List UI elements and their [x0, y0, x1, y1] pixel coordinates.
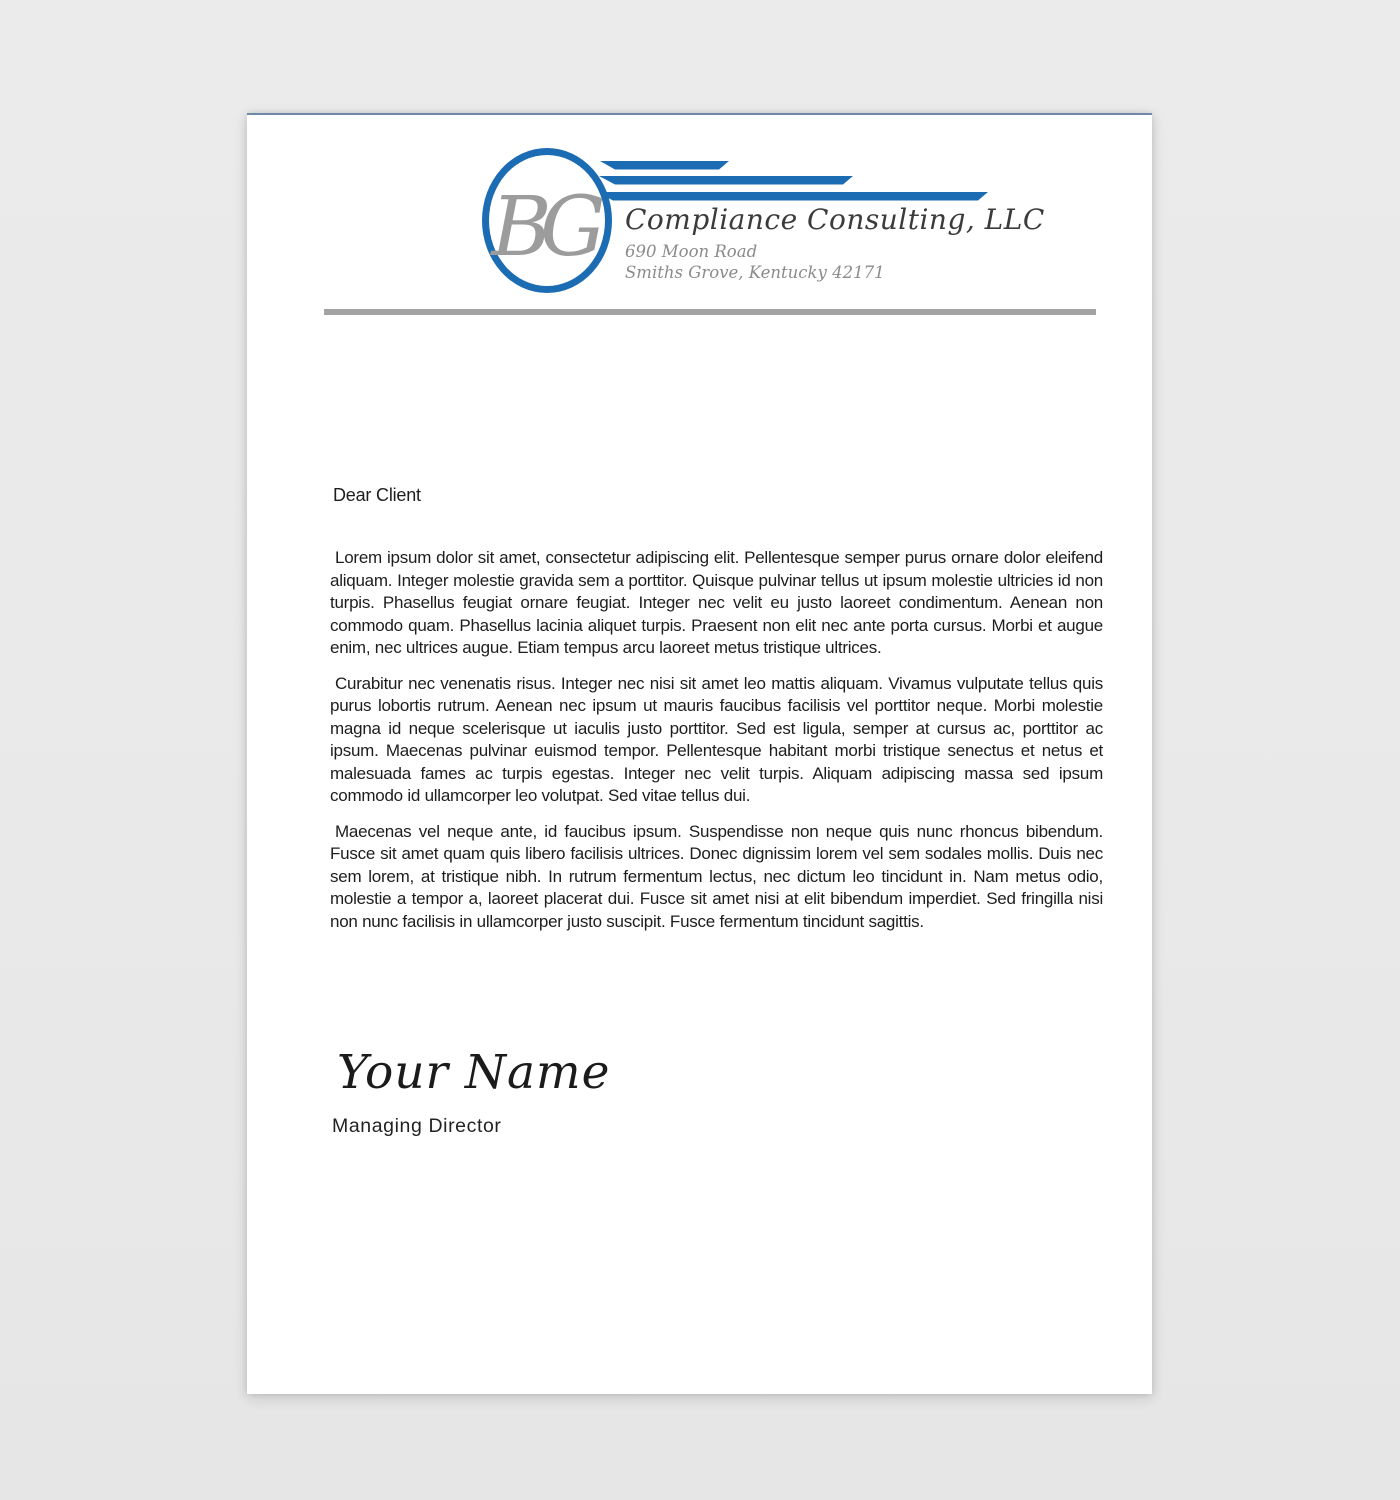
- logo-circle-icon: [482, 148, 612, 293]
- letter-body: [330, 547, 1103, 946]
- address-line-2: Smiths Grove, Kentucky 42171: [625, 263, 885, 282]
- paragraph-2: Curabitur nec venenatis risus. Integer nec nisi sit amet leo mattis aliquam. Vivamus vulputate tellus quis purus lobortis rutrum. Aenean nec ipsum ut mauris faucibus facilisis vel porttitor neque. Morbi molestie magna id neque scelerisque ut iaculis justo porttitor. Sed est ligula, semper at cursus ac, porttitor ac ipsum. Maecenas pulvinar euismod tempor. Pellentesque habitant morbi tristique senectus et netus et malesuada fames ac turpis egestas. Integer nec velit turpis. Aliquam adipiscing massa sed ipsum commodo id ullamcorper leo volutpat. Sed vitae tellus dui.: [330, 673, 1103, 805]
- paragraph-3: Maecenas vel neque ante, id faucibus ipsum. Suspendisse non neque quis nunc rhoncus bibendum. Fusce sit amet quam quis libero facilisis ultrices. Donec dignissim lorem vel sem sodales mollis. Duis nec sem lorem, at tristique nibh. In rutrum fermentum lectus, nec dictum leo tincidunt in. Nam metus odio, molestie a tempor a, laoreet placerat dui. Fusce sit amet nisi at elit bibendum imperdiet. Sed fringilla nisi non nunc facilisis in ullamcorper justo suscipit. Fusce fermentum tincidunt sagittis.: [330, 821, 1103, 931]
- letterhead-header: [247, 115, 1152, 315]
- letterhead-page: [247, 113, 1152, 1394]
- signature-title: Managing Director: [332, 1115, 502, 1137]
- paragraph-1: Lorem ipsum dolor sit amet, consectetur adipiscing elit. Pellentesque semper purus ornare dolor eleifend aliquam. Integer molestie gravida sem a porttitor. Quisque pulvinar tellus ut ipsum molestie ultricies id non turpis. Phasellus feugiat ornare feugiat. Integer nec velit eu justo laoreet condimentum. Aenean non commodo quam. Phasellus lacinia aliquet turpis. Praesent non elit nec ante porta cursus. Morbi et augue enim, nec ultrices augue. Etiam tempus arcu laoreet metus tristique ultrices.: [330, 548, 1103, 657]
- company-name: Compliance Consulting, LLC: [625, 203, 1045, 236]
- header-divider: [324, 309, 1096, 315]
- salutation: Dear Client: [333, 485, 421, 505]
- address-line-1: 690 Moon Road: [625, 242, 758, 261]
- signature-name: Your Name: [337, 1045, 611, 1100]
- company-address: [625, 241, 1145, 283]
- logo-monogram: BG: [491, 179, 593, 275]
- company-block: [625, 205, 1145, 283]
